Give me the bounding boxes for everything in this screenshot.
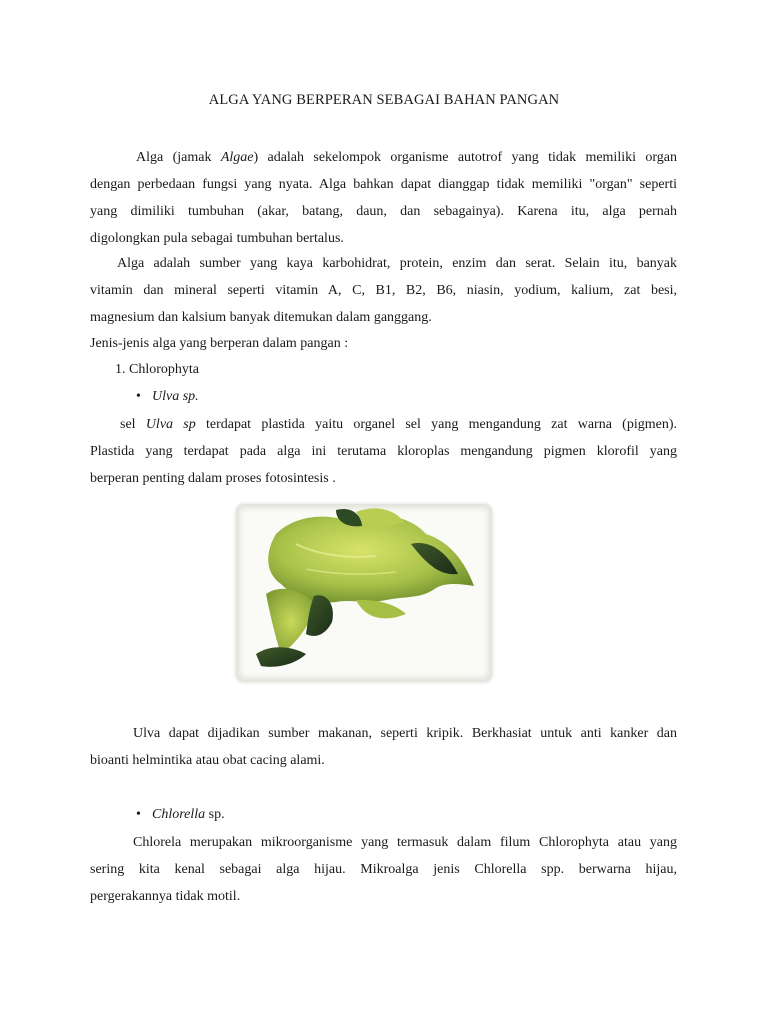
list-item-chlorophyta: 1. Chlorophyta <box>115 362 199 377</box>
intro-line-4: digolongkan pula sebagai tumbuhan bertalus. <box>90 231 344 246</box>
ulva-use-line-1: Ulva dapat dijadikan sumber makanan, seperti kripik. Berkhasiat untuk anti kanker dan <box>133 726 677 741</box>
seaweed-dark-bottom <box>256 647 306 667</box>
intro-line-2: dengan perbedaan fungsi yang nyata. Alga bahkan dapat dianggap tidak memiliki "organ" seperti <box>90 177 677 192</box>
intro-line-3: yang dimiliki tumbuhan (akar, batang, daun, dan sebagainya). Karena itu, alga pernah <box>90 204 677 219</box>
types-heading: Jenis-jenis alga yang berperan dalam pangan : <box>90 336 349 351</box>
bullet-symbol: • <box>136 389 141 404</box>
chlorella-heading: Chlorella <box>152 807 206 822</box>
ulva-term: Ulva sp <box>145 417 196 432</box>
chlorella-desc-line-1: Chlorela merupakan mikroorganisme yang termasuk dalam filum Chlorophyta atau yang <box>133 835 677 850</box>
page-title: ALGA YANG BERPERAN SEBAGAI BAHAN PANGAN <box>208 92 560 108</box>
ulva-use-paragraph <box>90 720 677 774</box>
nutrition-line-3: magnesium dan kalsium banyak ditemukan dalam ganggang. <box>90 310 432 325</box>
ulva-description <box>90 411 677 492</box>
intro-paragraph <box>90 144 677 252</box>
bullet-chlorella: • Chlorella sp. <box>136 801 225 828</box>
chlorella-description <box>90 829 677 910</box>
nutrition-line-1: Alga adalah sumber yang kaya karbohidrat, protein, enzim dan serat. Selain itu, banyak <box>117 256 677 271</box>
bullet-ulva <box>136 383 199 410</box>
ulva-seaweed-image <box>236 504 492 682</box>
chlorella-desc-line-2: sering kita kenal sebagai alga hijau. Mikroalga jenis Chlorella spp. berwarna hijau, <box>90 862 677 877</box>
nutrition-paragraph <box>90 250 677 331</box>
ulva-use-line-2: bioanti helmintika atau obat cacing alami. <box>90 753 325 768</box>
ulva-desc-line-2: Plastida yang terdapat pada alga ini terutama kloroplas mengandung pigmen klorofil yang <box>90 444 677 459</box>
bullet-symbol: • <box>136 807 141 822</box>
chlorella-desc-line-3: pergerakannya tidak motil. <box>90 889 241 904</box>
ulva-desc-line-1: sel Ulva sp terdapat plastida yaitu organel sel yang mengandung zat warna (pigmen). <box>120 417 677 432</box>
seaweed-frond-lower <box>356 600 406 619</box>
ulva-heading: Ulva sp. <box>152 389 199 404</box>
seaweed-illustration <box>236 504 492 682</box>
nutrition-line-2: vitamin dan mineral seperti vitamin A, C, B1, B2, B6, niasin, yodium, kalium, zat besi, <box>90 283 677 298</box>
algae-term: Algae <box>220 150 254 165</box>
intro-line-1: Alga (jamak Algae) adalah sekelompok organisme autotrof yang tidak memiliki organ <box>136 150 677 165</box>
ulva-desc-line-3: berperan penting dalam proses fotosintesis . <box>90 471 336 486</box>
